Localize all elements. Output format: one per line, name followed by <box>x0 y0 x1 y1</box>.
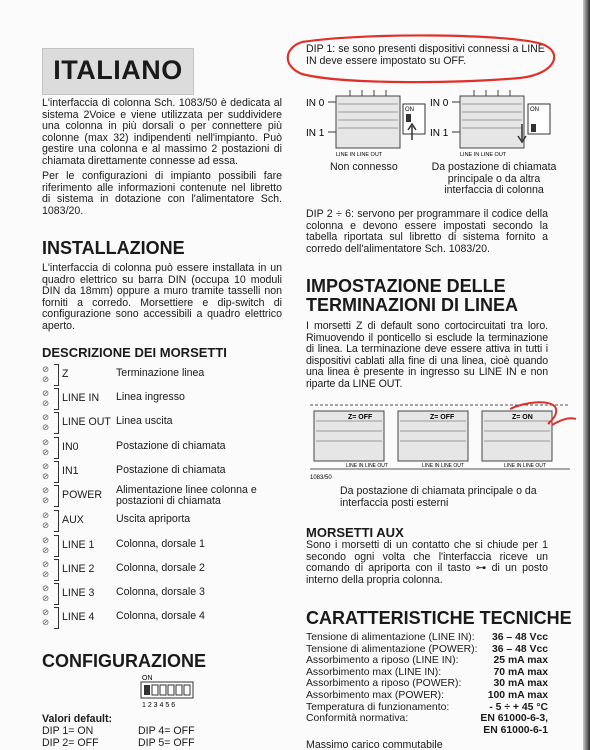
screw-icon: ⊘ ⊘ <box>42 364 50 384</box>
defaults-label: Valori default: <box>42 713 113 725</box>
screw-icon: ⊘ ⊘ <box>42 461 50 481</box>
terminazioni-heading: IMPOSTAZIONE DELLE <box>306 276 506 296</box>
spec-row <box>306 713 548 725</box>
spec-label: Temperatura di funzionamento: <box>306 701 450 713</box>
terminal-code: Z <box>62 368 69 380</box>
default-value: DIP 1= ON <box>42 725 94 737</box>
caption-not-connected: Non connesso <box>330 161 398 173</box>
tecniche-heading: CARATTERISTICHE TECNICHE <box>306 608 572 628</box>
terminal-row <box>42 535 282 557</box>
line-terminals-label: LINE IN LINE OUT <box>346 463 388 469</box>
intro-paragraph-2: Per le configurazioni di impianto possibili fare riferimento alle informazioni contenute nel libretto di sistema in dotazione con l'alimentatore Sch. 1083/20. <box>42 170 282 217</box>
terminal-desc: Linea uscita <box>116 415 173 427</box>
spec-last-line: Massimo carico commutabile <box>306 739 443 750</box>
aux-heading: MORSETTI AUX <box>306 525 404 540</box>
terminal-desc: Alimentazione linee colonna e postazioni di chiamata <box>116 484 257 507</box>
spec-label: Assorbimento a riposo (POWER): <box>306 678 462 690</box>
installazione-heading: INSTALLAZIONE <box>42 238 185 258</box>
default-value: DIP 2= OFF <box>42 737 99 749</box>
language-title-box <box>42 48 194 95</box>
z-off-label: Z= OFF <box>348 414 373 421</box>
terminal-code: POWER <box>62 489 103 501</box>
screw-icon: ⊘ ⊘ <box>42 485 50 505</box>
in1-label: IN 1 <box>430 128 449 139</box>
terminal-row <box>42 559 282 581</box>
z-off-label: Z= OFF <box>430 414 455 421</box>
in0-label: IN 0 <box>430 98 449 109</box>
line-terminals-label: LINE IN LINE OUT <box>422 463 464 469</box>
dip-numbers: 1 2 3 4 5 6 <box>142 702 176 709</box>
line-terminals-label: LINE IN LINE OUT <box>460 152 507 158</box>
spec-row <box>306 690 548 702</box>
spec-label: Assorbimento max (LINE IN): <box>306 666 442 678</box>
installazione-text: L'interfaccia di colonna può essere installata in un quadro elettrico su barra DIN (occupa 10 moduli DIN da 18mm) oppure a muro tramite tasselli non forniti a corredo. Morsettiere e dip-switch di configurazione sono accessibili a quadro elettrico aperto. <box>42 262 282 332</box>
spec-value: 25 mA max <box>493 655 548 667</box>
screw-icon: ⊘ ⊘ <box>42 437 50 457</box>
in1-label: IN 1 <box>306 128 325 139</box>
default-value: DIP 4= OFF <box>138 725 195 737</box>
spec-value: EN 61000-6-3, <box>480 713 548 725</box>
spec-row <box>306 702 548 714</box>
terminal-desc: Linea ingresso <box>116 391 185 403</box>
terminazioni-text: I morsetti Z di default sono cortocircuitati tra loro. Rimuovendo il ponticello si esclude la terminazione di linea. La terminazione deve essere attiva in tutti i dispositivi cablati alla fine di una linea, cioè quando una linea è presente in ingresso su LINE IN e non riparte da LINE OUT. <box>306 320 548 390</box>
terminal-row <box>42 510 282 532</box>
spec-row <box>306 644 548 656</box>
spec-value: 100 mA max <box>487 689 548 701</box>
dip1-wiring-diagram <box>300 90 570 162</box>
spec-value: 36 – 48 Vcc <box>491 632 548 643</box>
screw-icon: ⊘ ⊘ <box>42 510 50 530</box>
spec-value: 36 – 48 Vcc <box>491 643 548 655</box>
z-on-label: Z= ON <box>512 414 533 421</box>
module-code: 1083/50 <box>310 475 332 481</box>
spec-label: Tensione di alimentazione (POWER): <box>306 643 478 655</box>
terminal-code: AUX <box>62 514 84 526</box>
in0-label: IN 0 <box>306 98 325 109</box>
spec-label: Assorbimento max (POWER): <box>306 689 444 701</box>
terminal-desc: Colonna, dorsale 3 <box>116 586 205 598</box>
spec-value: - 5 ÷ + 45 °C <box>489 701 548 713</box>
dip-switch-icon <box>140 673 196 709</box>
terminal-desc: Postazione di chiamata <box>116 440 226 452</box>
language-title: ITALIANO <box>53 55 183 85</box>
terminal-row <box>42 485 282 507</box>
terminal-desc: Colonna, dorsale 1 <box>116 538 205 550</box>
intro-paragraph: L'interfaccia di colonna Sch. 1083/50 è dedicata al sistema 2Voice e viene utilizzata per suddividere una colonna in più dorsali o per connettere più colonne (max 32) indipendenti nell'impianto. Può gestire una colonna e al massimo 2 postazioni di chiamata direttamente connesse ad essa. <box>42 97 282 167</box>
terminal-row <box>42 412 282 434</box>
terminal-code: LINE 3 <box>62 587 95 599</box>
spec-table <box>306 632 548 736</box>
screw-icon: ⊘ ⊘ <box>42 535 50 555</box>
screw-icon: ⊘ ⊘ <box>42 559 50 579</box>
terminal-code: LINE IN <box>62 392 100 404</box>
terminal-row <box>42 607 282 629</box>
spec-row <box>306 725 548 737</box>
terminal-row <box>42 437 282 459</box>
on-label: ON <box>530 107 539 113</box>
spec-value: 30 mA max <box>493 678 548 690</box>
dip26-text: DIP 2 ÷ 6: servono per programmare il codice della colonna e devono essere impostati secondo la tabella riportata sul libretto di sistema fornito a corredo dell'alimentatore Sch. 1083/20. <box>306 208 548 255</box>
page-edge-shadow <box>583 0 590 750</box>
terminal-row <box>42 583 282 605</box>
spec-row <box>306 667 548 679</box>
terminal-row <box>42 461 282 483</box>
terminal-row <box>42 388 282 410</box>
terminal-code: IN0 <box>62 441 79 453</box>
line-termination-diagram <box>306 395 578 485</box>
caption-connected: Da postazione di chiamata principale o da altra interfaccia di colonna <box>431 161 557 197</box>
terminazioni-heading-2: TERMINAZIONI DI LINEA <box>306 295 518 315</box>
aux-text: Sono i morsetti di un contatto che si chiude per 1 secondo ogni volta che l'interfaccia riceve un comando di apriporta con il tasto ⊶ di un posto interno della propria colonna. <box>306 539 548 586</box>
screw-icon: ⊘ ⊘ <box>42 388 50 408</box>
red-annotation-loop <box>280 34 570 84</box>
spec-label: Conformità normativa: <box>306 713 409 725</box>
configurazione-heading: CONFIGURAZIONE <box>42 651 206 671</box>
terminal-desc: Colonna, dorsale 2 <box>116 562 205 574</box>
terminal-code: IN1 <box>62 465 79 477</box>
terminal-desc: Uscita apriporta <box>116 513 191 525</box>
dip-on-label: ON <box>142 675 153 682</box>
spec-row <box>306 632 548 644</box>
morsetti-heading: DESCRIZIONE DEI MORSETTI <box>42 345 227 360</box>
terminal-code: LINE 2 <box>62 563 95 575</box>
terminal-code: LINE OUT <box>62 416 111 428</box>
terminal-row <box>42 364 282 386</box>
default-value: DIP 5= OFF <box>138 737 195 749</box>
line-terminals-label: LINE IN LINE OUT <box>336 152 383 158</box>
terminal-code: LINE 1 <box>62 539 95 551</box>
dip1-note: DIP 1: se sono presenti dispositivi connessi a LINE IN deve essere impostato su OFF. <box>306 43 545 67</box>
spec-label: Tensione di alimentazione (LINE IN): <box>306 632 475 643</box>
spec-label: Assorbimento a riposo (LINE IN): <box>306 655 459 667</box>
spec-row <box>306 655 548 667</box>
terminal-code: LINE 4 <box>62 611 95 623</box>
screw-icon: ⊘ ⊘ <box>42 583 50 603</box>
line-terminals-label: LINE IN LINE OUT <box>504 463 546 469</box>
screw-icon: ⊘ ⊘ <box>42 412 50 432</box>
spec-value: EN 61000-6-1 <box>483 724 548 736</box>
spec-row <box>306 678 548 690</box>
terminal-desc: Colonna, dorsale 4 <box>116 610 205 622</box>
terminal-desc: Terminazione linea <box>116 367 205 379</box>
on-label: ON <box>405 107 414 113</box>
spec-value: 70 mA max <box>493 666 548 678</box>
terminal-desc: Postazione di chiamata <box>116 464 226 476</box>
screw-icon: ⊘ ⊘ <box>42 607 50 627</box>
termination-caption: Da postazione di chiamata principale o da interfaccia posti esterni <box>340 485 537 509</box>
